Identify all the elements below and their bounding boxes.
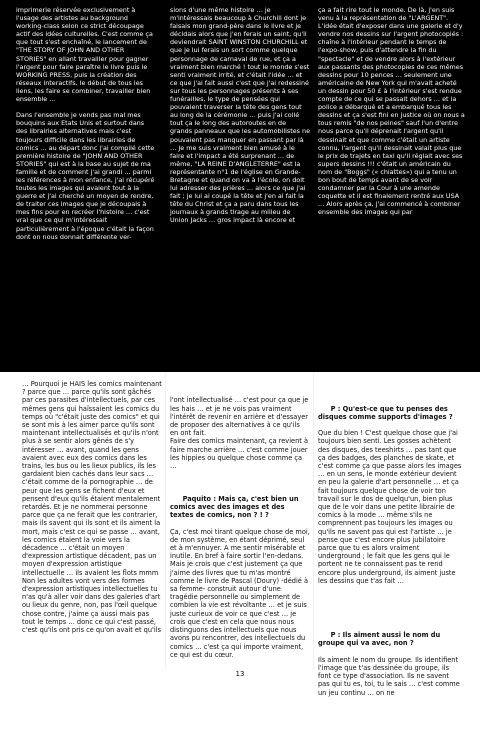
top-column-3: ça a fait rire tout le monde. De là, j'en suis venu à la représentation de "L'ARGENT". L'idée était d'exposer dans une galerie et d'y vendre nos dessins sur l'argent photocopiés : chaîne à l'intérieur pendant le temps de l'expo-show, puis d'attendre la fin du "spectacle" et de vendre alors à l'extérieur aux passants des photocopies de ces mêmes dessins pour 10 pences … seulement une américaine de New York qui m'avait acheté un dessin pour 50 £ à l'intérieur s'est rendue compte de ce qui se passait dehors … et la police a débarqué et a embarqué tous les dessins et ça s'est fini en justice où on nous a tous remis "de nos peines" sauf l'un d'entre nous parce qu'il déprenait l'argent qu'il dessinait et que comme c'était un artiste connu, l'argent qu'il dessinait valait plus que le prix de trajets en taxi qu'il réglait avec ses supers dessins !!! c'était un américain du nom de "Boggs" (« chiattes») qui a tenu un bon bout de temps avant de se voir condamner par la Cour à une amende coquette et il est finalement rentré aux USA … Alors après ça, j'ai commencé à combiner ensemble des images qui par <box>318 6 467 217</box>
bottom-column-2 <box>170 380 310 670</box>
top-column-2: sions d'une même histoire … je m'intéressais beaucoup à Churchill dont je faisais mon grand-père dans le livre et je décidais alors que j'en ferais un saint, qu'il deviendrait SAINT WINSTON CHURCHILL et que je lui ferais un sort comme quelque personnage de carnaval de rue, et ça a vraiment bien marché ! tout le monde s'est senti vraiment irrité, et c'était l'idée … et ce que j'ai fait aussi c'est que j'ai redessiné sur tous les personnages présents à ses funérailles, le type de pensées qui pouvaient traverser la tête des gens tout au long de la cérémonie … puis j'ai collé tout ça le long des autoroutes en de grands panneaux que les automobilistes ne pouvaient pas manquer en passant par là … Je me suis vraiment bien amusé à le faire et l'impact a été surprenant … de même, "LA REINE D'ANGLETERRE" est la représentante n°1 de l'église en Grande-Bretagne et quand on va à l'école, on doit lui adresser des prières … alors ce que j'ai fait ; je lui ai coupé la tête et j'en ai fait la tête du Christ et ça a paru dans tous les journaux à grands tirage au milieu de Union Jacks … gros impact là encore et <box>170 6 313 225</box>
answer-text: Ils aiment le nom du groupe. Ils identifient l'image que t'as dessinée du groupe, ils font ce type d'association. Ils ne savent pas qui tu es, toi, tu le sais … c'est comme un jeu continu … on ne <box>318 655 462 697</box>
column-divider <box>313 372 314 670</box>
page-number: 13 <box>235 670 245 678</box>
qa-block <box>318 623 462 713</box>
question-text: Paquito : Mais ça, c'est bien un comics avec des images et des textes de comics, non ? ! ? <box>170 494 301 520</box>
question-text: P : Qu'est-ce que tu penses des disques comme supports d'images ? <box>318 404 453 421</box>
question-text: P : Ils aiment aussi le nom du groupe qui va avec, non ? <box>318 631 443 648</box>
qa-block <box>318 396 462 601</box>
answer-text: Que du bien ! C'est quelque chose que j'ai toujours bien senti. Les gosses achètent des disques, des teeshirts … pas tant que ça des badges, des planches de skate, et c'est comme ça que passe alors les images … en un sens, le monde extérieur devient en peu la galerie d'art personnelle … et ça fait toujours quelque chose de voir ton travail sur le dos de quelqu'un, bien plus que de le voir dans une petite librairie de comics à la mode … même s'ils ne comprennent pas toujours les images ou qu'ils ne savent pas qui est l'artiste … je pense que c'est encore plus jubilatoire parce que tu es alors vraiment underground ; le fait que les gens qui le portent ne te connaissent pas te rend encore plus underground, ils aiment juste les dessins que t'as fait … <box>318 429 464 585</box>
qa-block <box>170 487 310 676</box>
bottom-column-2-text: l'ont intellectualisé … c'est pour ça que je les hais … et je ne vois pas vraiment l'intérêt de revenir en arrière et d'essayer de proposer des alternatives à ce qu'ils en ont fait. Faire des comics maintenant, ça revient à faire marche arrière … c'est comme jouer les hippies ou quelque chose comme ça … <box>170 396 309 471</box>
bottom-column-3 <box>318 380 464 697</box>
column-divider <box>165 372 166 670</box>
answer-text: Ça, c'est moi tirant quelque chose de moi, de mon système, en étant déprimé, seul et à m'ennuyer. A me sentir misérable et inutile. En bref à faire sortir l'en-dedans. Mais je crois que c'est justement ça que j'aime des livres que tu m'as montré comme le livre de Pascal (Doury) -dédié à sa femme- construit autour d'une tragédie personnelle ou simplement de combien la vie est révoltante … et je suis juste curieux de voir ce que c'est … je crois que c'est en cela que nous nous distinguons des intellectuels que nous avons pu rencontrer, des intellectuels du comics … c'est ça qui importe vraiment, ce qui est du cœur. <box>170 527 312 659</box>
bottom-column-1: … Pourquoi je HAIS les comics maintenant ? parce que … parce qu'ils sont gâchés par ces parasites d'intellectuels, par ces mêmes gens qui haïssaient les comics du temps où "c'était juste des comics" et qui se sont mis à les aimer parce qu'ils sont maintenant intellectualisés et qu'ils n'ont plus à se sentir alors gênés de s'y intéresser … avant, quand les gens avaient avec eux des comics dans les trains, les bus ou les lieux publics, ils les gardaient bien cachés dans leur sacs … c'était comme de la pornographie … de peur que les gens se fichent d'eux et pensent d'eux qu'ils étaient mentalement retardés. Et je ne nommerai personne parce que ça ne ferait que les contrarier, mais ils savent qui ils sont et ils aiment la mort, mais c'est ce qui se passe … avant, les comics étaient la voie vers la décadence … c'était un moyen d'expression artistique décadent, pas un moyen d'expression artistique intellectuelle … ils avaient les flots mmm Non les adultes vont vers des formes d'expression artistiques intellectuelles tu n'as qu'à aller voir dans des galeries d'art ou lieux du genre, non, pas l'œil quelque chose contre, j'aime ça aussi mais pas tout le temps … donc ce qui c'est passé, c'est qu'ils ont pris ce qu'on avait et qu'ils <box>22 380 164 635</box>
top-column-1: imprimerie réservée exclusivement à l'usage des artistes au background working-class selon ce strict découpage actif des idées culturelles. C'est comme ça que tout s'est enchaîné, le lancement de "THE STORY OF JOHN AND OTHER STORIES" en allant travailler pour gagner l'argent pour faire paraître le livre puis le WORKING PRESS, puis la création des réseaux interactifs, le début de tous les liens, les faire se combiner, travailler bien ensemble … Dans l'ensemble je vends pas mal mes bouquins aux Etats Unis et surtout dans des librairies alternatives mais c'est toujours difficile dans les librairies de comics … au départ donc j'ai compilé cette première histoire de "JOHN AND OTHER STORIES" qui est à la base au sujet de ma famille et de comment j'ai grandi … parmi les références à mon enfance, j'ai récupéré toutes les images qui avaient tout à la guerre et j'ai cherché un moyen de rendre, de traiter ces images que je découpais à mes fins pour en recréer l'histoire … c'est vrai que ce qui m'intéressait particulièrement à l'époque c'était la façon dont on nous donnait différente ver- <box>16 6 155 241</box>
